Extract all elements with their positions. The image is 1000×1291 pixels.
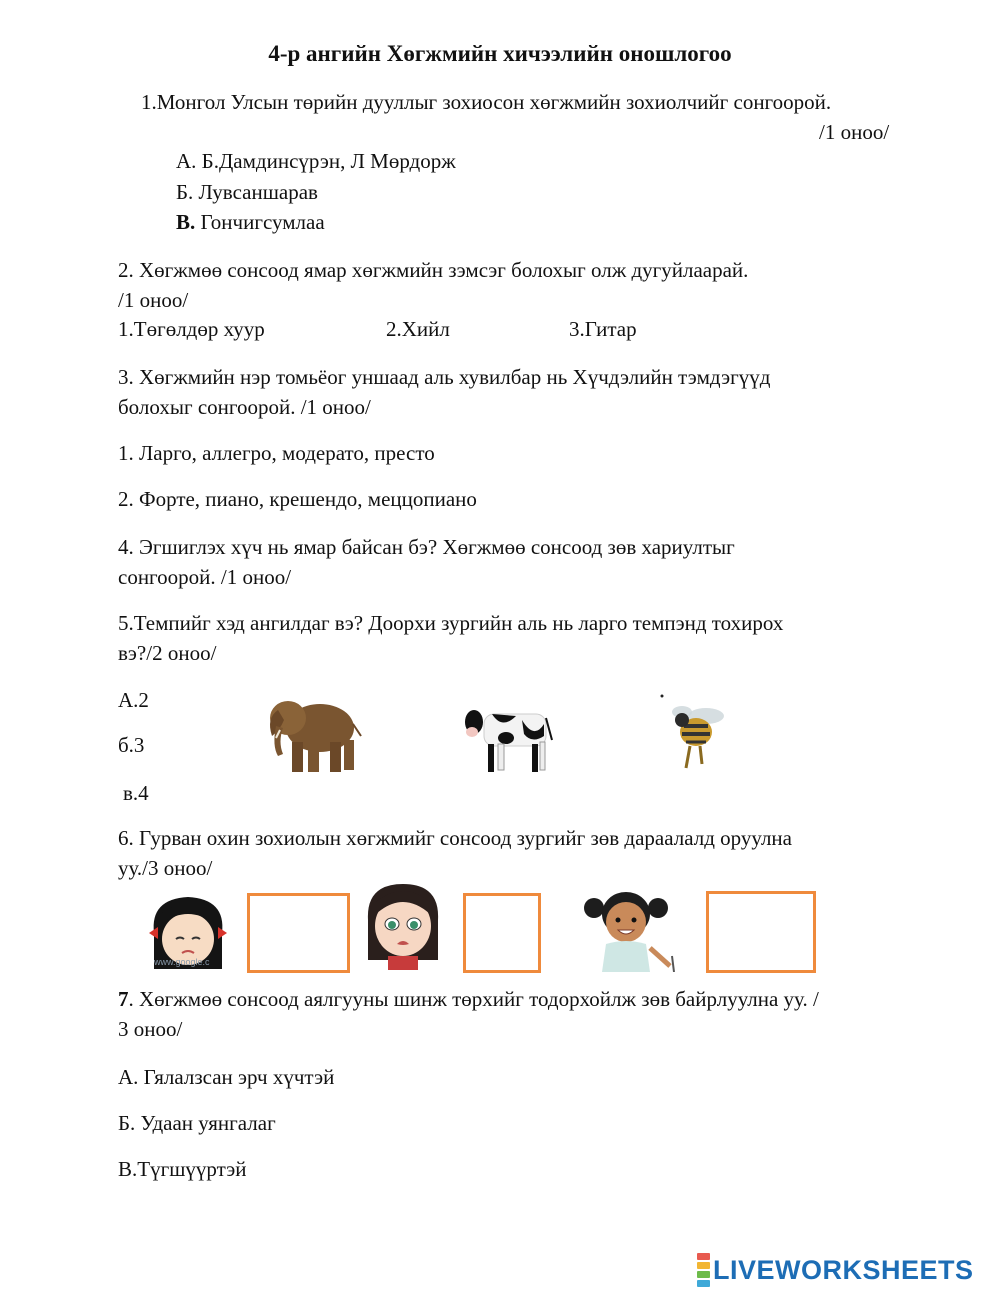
question-2-option-2[interactable]: 2.Хийл: [386, 317, 450, 341]
question-4-line-1: 4. Эгшиглэх хүч нь ямар байсан бэ? Хөгжмөө сонсоод зөв хариултыг: [118, 535, 735, 559]
option-v-text: Гончигсумлаа: [195, 210, 325, 234]
question-2-text: 2. Хөгжмөө сонсоод ямар хөгжмийн зэмсэг болохыг олж дугуйлаарай.: [118, 258, 749, 282]
cow-icon[interactable]: [462, 700, 554, 778]
image-watermark: www.google.c: [154, 957, 210, 967]
question-3-line-1: 3. Хөгжмийн нэр томьёог уншаад аль хувилбар нь Хүчдэлийн тэмдэгүүд: [118, 365, 771, 389]
question-2-option-3[interactable]: 3.Гитар: [569, 317, 637, 341]
question-1-text: 1.Монгол Улсын төрийн дууллыг зохиосон хөгжмийн зохиолчийг сонгоорой.: [141, 90, 832, 114]
question-3-option-1[interactable]: 1. Ларго, аллегро, модерато, престо: [118, 441, 435, 465]
question-1-option-v[interactable]: [176, 210, 325, 235]
option-v-letter: В.: [176, 210, 196, 234]
bee-icon[interactable]: [660, 692, 732, 774]
question-1-option-b[interactable]: Б. Лувсаншарав: [176, 180, 318, 204]
happy-girl-icon: [574, 886, 678, 972]
crying-girl-image: [140, 893, 236, 973]
question-2-points: /1 оноо/: [118, 288, 189, 312]
question-6-line-2: уу./3 оноо/: [118, 856, 213, 880]
answer-box-2[interactable]: [463, 893, 541, 973]
liveworksheets-logo[interactable]: [697, 1254, 974, 1286]
question-7-number: 7: [118, 987, 129, 1011]
question-6-line-1: 6. Гурван охин зохиолын хөгжмийг сонсоод зургийг зөв дараалалд оруулна: [118, 826, 792, 850]
question-2-option-1[interactable]: 1.Төгөлдөр хуур: [118, 317, 265, 341]
question-7-option-b[interactable]: Б. Удаан уянгалаг: [118, 1111, 276, 1135]
answer-box-1[interactable]: [247, 893, 350, 973]
elephant-icon[interactable]: [258, 690, 364, 780]
question-4-line-2: сонгоорой. /1 оноо/: [118, 565, 292, 589]
logo-mark-icon: [697, 1252, 710, 1288]
page-title: 4-р ангийн Хөгжмийн хичээлийн оношлогоо: [268, 41, 732, 66]
question-1-option-a[interactable]: А. Б.Дамдинсүрэн, Л Мөрдорж: [176, 149, 456, 173]
question-3-line-2: болохыг сонгоорой. /1 оноо/: [118, 395, 371, 419]
question-5-option-v[interactable]: в.4: [123, 781, 149, 805]
question-7-option-v[interactable]: В.Түгшүүртэй: [118, 1157, 247, 1181]
question-5-line-1: 5.Темпийг хэд ангилдаг вэ? Доорхи зургийн аль нь ларго темпэнд тохирох: [118, 611, 784, 635]
question-5-option-b[interactable]: б.3: [118, 733, 145, 757]
question-3-option-2[interactable]: 2. Форте, пиано, крешендо, меццопиано: [118, 487, 477, 511]
sad-girl-icon: [362, 880, 444, 972]
question-7-line-1: [118, 987, 819, 1012]
question-7-option-a[interactable]: А. Гялалзсан эрч хүчтэй: [118, 1065, 335, 1089]
question-5-line-2: вэ?/2 оноо/: [118, 641, 217, 665]
logo-text: LIVEWORKSHEETS: [713, 1254, 974, 1285]
question-7-line-2: 3 оноо/: [118, 1017, 183, 1041]
question-1-points: /1 оноо/: [819, 120, 890, 144]
answer-box-3[interactable]: [706, 891, 816, 973]
question-7-text: . Хөгжмөө сонсоод аялгууны шинж төрхийг тодорхойлж зөв байрлуулна уу. /: [128, 987, 819, 1011]
question-5-option-a[interactable]: А.2: [118, 688, 149, 712]
